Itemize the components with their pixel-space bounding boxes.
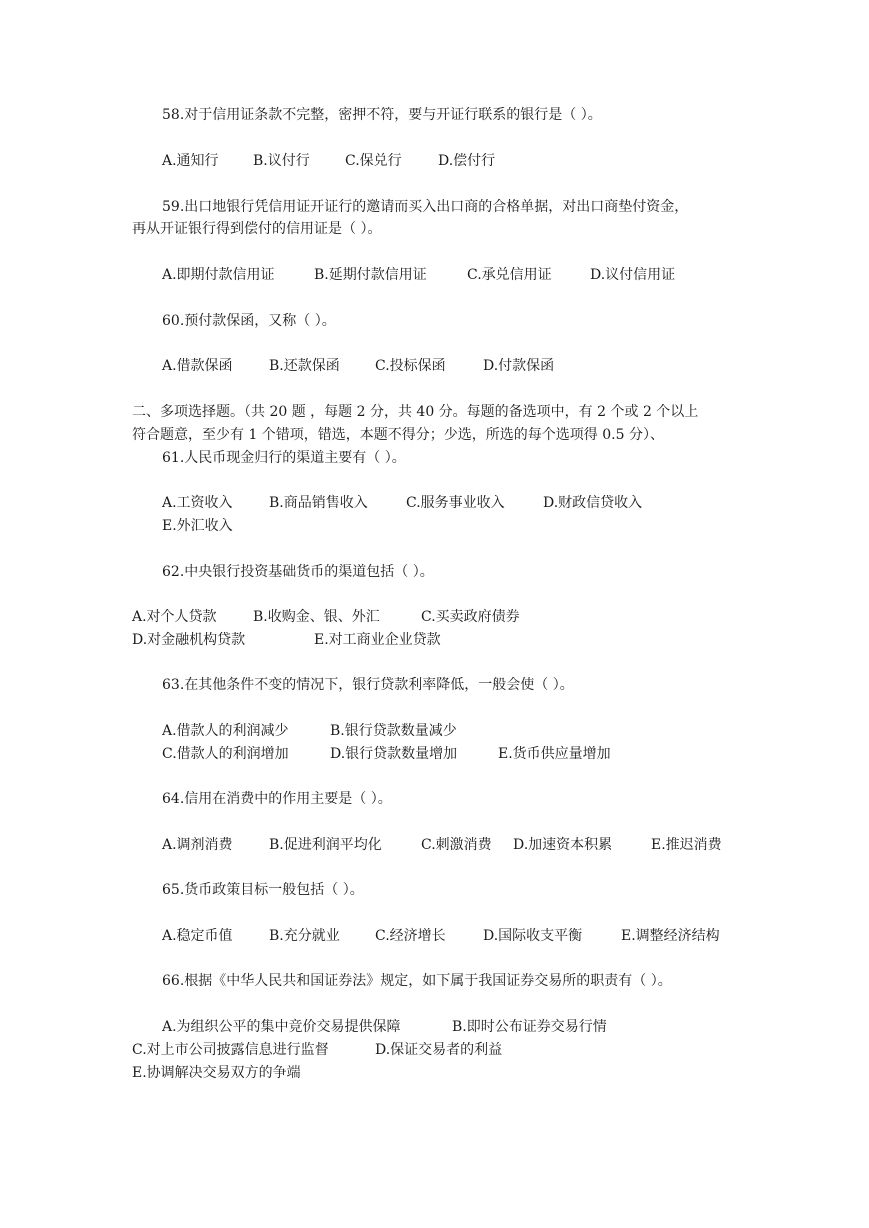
question-58-stem: 58.对于信用证条款不完整，密押不符，要与开证行联系的银行是（ ）。 [162,107,602,123]
question-61-option-e: E.外汇收入 [162,518,233,534]
question-61-stem: 61.人民币现金归行的渠道主要有（ ）。 [162,450,406,466]
question-66-option-a: A.为组织公平的集中竞价交易提供保障 [162,1019,401,1035]
question-66-option-d: D.保证交易者的利益 [375,1042,503,1058]
question-62-option-b: B.收购金、银、外汇 [253,609,380,625]
question-65-option-a: A.稳定币值 [162,928,233,944]
question-60-option-a: A.借款保函 [162,358,233,374]
question-58-option-a: A.通知行 [162,153,219,169]
question-62-option-e: E.对工商业企业贷款 [314,632,441,648]
question-59-stem-line2: 再从开证银行得到偿付的信用证是（ ）。 [132,221,382,237]
question-62-option-a: A.对个人贷款 [132,609,217,625]
question-60-option-d: D.付款保函 [483,358,555,374]
question-66-option-c: C.对上市公司披露信息进行监督 [132,1042,329,1058]
question-64-stem: 64.信用在消费中的作用主要是（ ）。 [162,791,392,807]
question-65-option-b: B.充分就业 [269,928,340,944]
question-64-option-b: B.促进利润平均化 [269,837,382,853]
question-63-option-e: E.货币供应量增加 [498,746,611,762]
question-63-option-c: C.借款人的利润增加 [162,746,289,762]
question-62-option-c: C.买卖政府债券 [421,609,520,625]
question-66-option-e: E.协调解决交易双方的争端 [132,1065,301,1081]
question-65-option-e: E.调整经济结构 [621,928,720,944]
question-65-option-d: D.国际收支平衡 [483,928,583,944]
question-59-option-a: A.即期付款信用证 [162,267,275,283]
section-2-heading-line2: 符合题意，至少有 1 个错项，错选，本题不得分；少选，所选的每个选项得 0.5 分）、 [132,427,664,443]
question-66-stem: 66.根据《中华人民共和国证券法》规定，如下属于我国证券交易所的职责有（ ）。 [162,973,672,989]
section-2-heading-line1: 二、多项选择题。（共 20 题 ，每题 2 分，共 40 分。每题的备选项中，有 2 个或 2 个以上 [132,404,699,420]
question-62-option-d: D.对金融机构贷款 [132,632,246,648]
question-64-option-d: D.加速资本积累 [513,837,613,853]
question-58-option-d: D.偿付行 [438,153,496,169]
question-60-option-b: B.还款保函 [269,358,340,374]
question-63-option-d: D.银行贷款数量增加 [330,746,458,762]
question-59-option-d: D.议付信用证 [590,267,676,283]
question-60-stem: 60.预付款保函，又称（ ）。 [162,313,336,329]
question-59-stem-line1: 59.出口地银行凭信用证开证行的邀请而买入出口商的合格单据，对出口商垫付资金， [162,199,689,215]
question-61-option-c: C.服务事业收入 [406,495,505,511]
question-60-option-c: C.投标保函 [375,358,446,374]
question-62-stem: 62.中央银行投资基础货币的渠道包括（ ）。 [162,564,434,580]
question-64-option-c: C.刺激消费 [421,837,492,853]
question-61-option-d: D.财政信贷收入 [543,495,643,511]
question-59-option-c: C.承兑信用证 [467,267,552,283]
question-66-option-b: B.即时公布证券交易行情 [452,1019,607,1035]
question-65-option-c: C.经济增长 [375,928,446,944]
question-63-option-a: A.借款人的利润减少 [162,723,289,739]
question-61-option-b: B.商品销售收入 [269,495,368,511]
question-64-option-a: A.调剂消费 [162,837,233,853]
question-59-option-b: B.延期付款信用证 [314,267,427,283]
question-63-stem: 63.在其他条件不变的情况下，银行贷款利率降低，一般会使（ ）。 [162,677,574,693]
question-64-option-e: E.推迟消费 [651,837,722,853]
question-58-option-b: B.议付行 [253,153,310,169]
question-65-stem: 65.货币政策目标一般包括（ ）。 [162,882,364,898]
question-63-option-b: B.银行贷款数量减少 [330,723,457,739]
question-58-option-c: C.保兑行 [345,153,402,169]
question-61-option-a: A.工资收入 [162,495,233,511]
